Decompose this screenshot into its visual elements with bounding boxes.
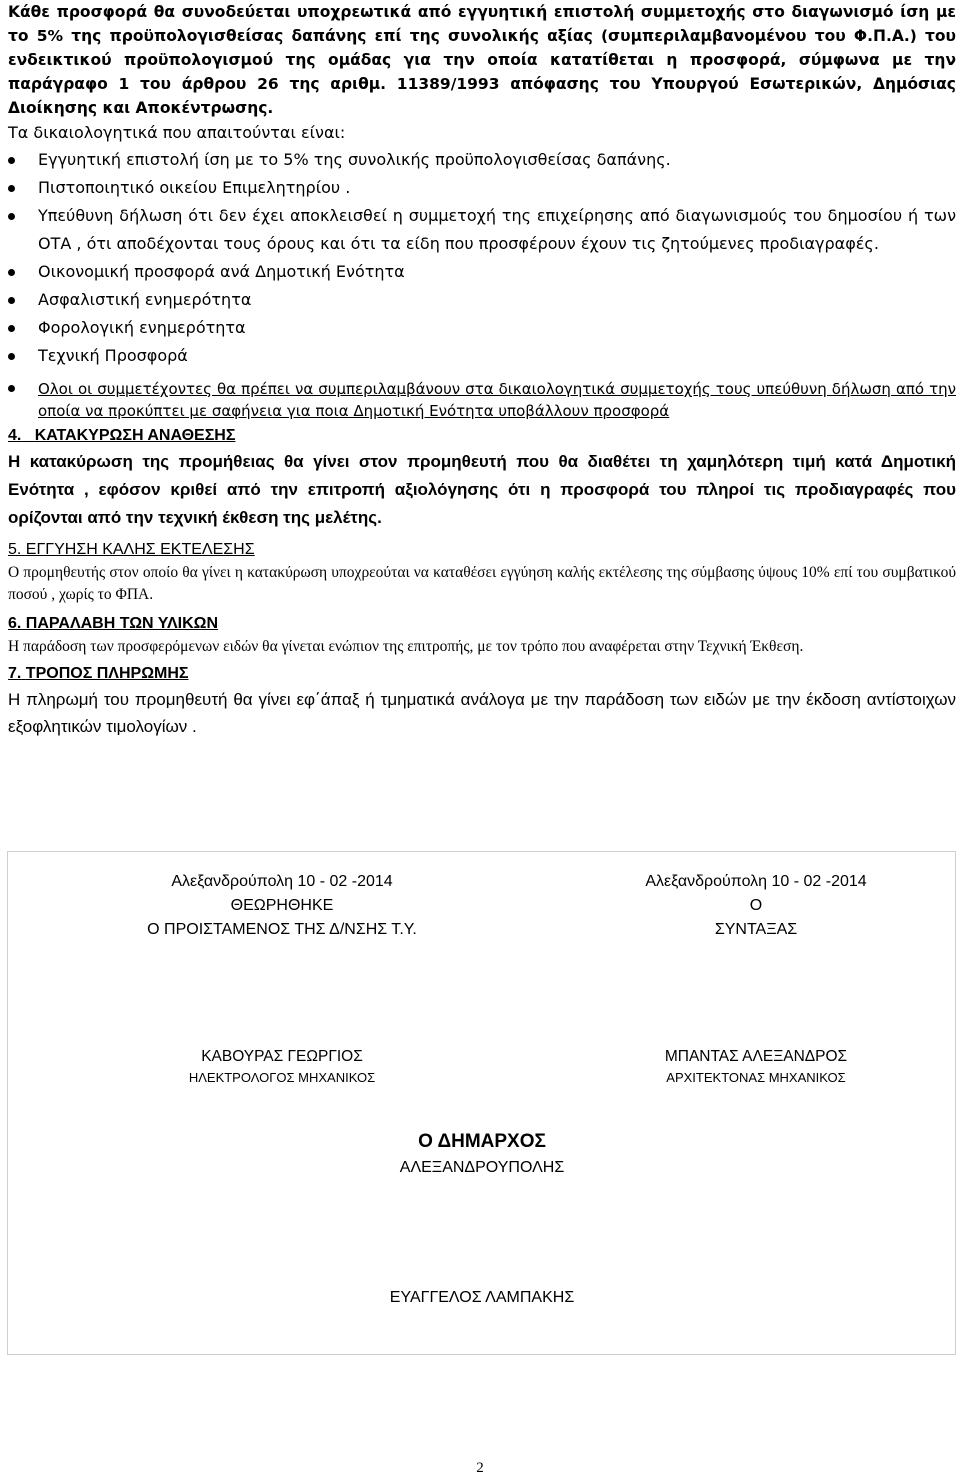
mayor-title: Ο ΔΗΜΑΡΧΟΣ	[418, 1131, 546, 1152]
reviewer-signature-header	[8, 870, 556, 942]
bullet-icon	[8, 353, 15, 360]
requirements-note	[8, 370, 956, 422]
list-item-text: Εγγυητική επιστολή ίση με το 5% της συνολικής προϋπολογισθείσας δαπάνης.	[38, 150, 671, 169]
list-item	[8, 202, 956, 258]
author-name: ΜΠΑΝΤΑΣ ΑΛΕΞΑΝΔΡΟΣ	[664, 1048, 848, 1065]
intro-paragraph: Κάθε προσφορά θα συνοδεύεται υποχρεωτικά από εγγυητική επιστολή συμμετοχής στο διαγωνισμό ίση με το 5% της προϋπολογισθείσας δαπάνης επί της συνολικής αξίας (συμπεριλαμβανομένου του Φ.Π.Α.) του ενδεικτικού προϋπολογισμού της ομάδας για την οποία κατατίθεται η προσφορά, σύμφωνα με την παράγραφο 1 του άρθρου 26 της αριθμ. 11389/1993 απόφασης του Υπουργού Εσωτερικών, Δημόσιας Διοίκησης και Αποκέντρωσης.	[8, 3, 956, 117]
section-5-heading	[8, 538, 956, 562]
bullet-icon	[8, 269, 15, 276]
requirements-list	[8, 146, 956, 422]
list-item	[8, 342, 956, 370]
requirements-intro: Τα δικαιολογητικά που απαιτούνται είναι:	[8, 123, 346, 142]
section-7-number: 7.	[8, 665, 22, 682]
list-item	[8, 174, 956, 202]
bullet-icon	[8, 157, 15, 164]
mayor-city: ΑΛΕΞΑΝΔΡΟΥΠΟΛΗΣ	[399, 1159, 565, 1176]
section-5-body: Ο προμηθευτής στον οποίο θα γίνει η κατακύρωση υποχρεούται να καταθέσει εγγύηση καλής εκτέλεσης της σύμβασης ύψους 10% επί του συμβατικού ποσού , χωρίς το ΦΠΑ.	[8, 564, 956, 603]
reviewer-role: ΗΛΕΚΤΡΟΛΟΓΟΣ ΜΗΧΑΝΙΚΟΣ	[188, 1070, 376, 1085]
requirements-note-text: Ολοι οι συμμετέχοντες θα πρέπει να συμπεριλαμβάνουν στα δικαιολογητικά συμμετοχής τους υπεύθυνη δήλωση από την οποία να προκύπτει με σαφήνεια για ποια Δημοτική Ενότητα υποβάλλουν προσφορά	[38, 380, 956, 420]
list-item	[8, 286, 956, 314]
section-6-body: Η παράδοση των προσφερόμενων ειδών θα γίνεται ενώπιον της επιτροπής, με τον τρόπο που αναφέρεται στην Τεχνική Έκθεση.	[8, 638, 804, 655]
bullet-icon	[8, 325, 15, 332]
bullet-icon	[8, 385, 15, 392]
section-5-title: ΕΓΓΥΗΣΗ ΚΑΛΗΣ ΕΚΤΕΛΕΣΗΣ	[25, 541, 255, 558]
mayor-name: ΕΥΑΓΓΕΛΟΣ ΛΑΜΠΑΚΗΣ	[389, 1289, 575, 1306]
list-item-text: Φορολογική ενημερότητα	[38, 318, 246, 337]
list-item-text: Πιστοποιητικό οικείου Επιμελητηρίου .	[38, 178, 351, 197]
reviewer-place-date: Αλεξανδρούπολη 10 - 02 -2014	[171, 873, 393, 890]
section-7-body: Η πληρωμή του προμηθευτή θα γίνει εφ΄άπαξ ή τμηματικά ανάλογα με την παράδοση των ειδών με την έκδοση αντίστοιχων εξοφλητικών τιμολογίων .	[8, 690, 956, 736]
list-item-text: Υπεύθυνη δήλωση ότι δεν έχει αποκλεισθεί η συμμετοχή της επιχείρησης από διαγωνισμούς του δημοσίου ή των ΟΤΑ , ότι αποδέχονται τους όρους και ότι τα είδη που προσφέρουν έχουν τις ζητούμενες προδιαγραφές.	[38, 206, 956, 253]
section-4-number: 4.	[8, 427, 22, 444]
author-title: ΣΥΝΤΑΞΑΣ	[714, 921, 798, 938]
section-7-title: ΤΡΟΠΟΣ ΠΛΗΡΩΜΗΣ	[25, 665, 189, 682]
section-7-heading	[8, 662, 956, 686]
signature-block	[7, 851, 956, 1355]
author-role: ΑΡΧΙΤΕΚΤΟΝΑΣ ΜΗΧΑΝΙΚΟΣ	[666, 1070, 846, 1085]
author-signatory	[556, 1046, 956, 1088]
author-signature-header	[556, 870, 956, 942]
list-item-text: Ασφαλιστική ενημερότητα	[38, 290, 252, 309]
section-5-number: 5.	[8, 541, 22, 558]
bullet-icon	[8, 297, 15, 304]
list-item-text: Τεχνική Προσφορά	[38, 346, 188, 365]
section-6-heading	[8, 612, 956, 636]
section-4-body: Η κατακύρωση της προμήθειας θα γίνει στον προμηθευτή που θα διαθέτει τη χαμηλότερη τιμή κατά Δημοτική Ενότητα , εφόσον κριθεί από την επιτροπή αξιολόγησης ότι η προσφορά του πληροί τις προδιαγραφές που ορίζονται από την τεχνική έκθεση της μελέτης.	[8, 452, 956, 527]
list-item-text: Οικονομική προσφορά ανά Δημοτική Ενότητα	[38, 262, 405, 281]
author-article: Ο	[749, 897, 763, 914]
reviewer-title: Ο ΠΡΟΙΣΤΑΜΕΝΟΣ ΤΗΣ Δ/ΝΣΗΣ Τ.Υ.	[147, 921, 417, 938]
reviewer-approval-label: ΘΕΩΡΗΘΗΚΕ	[230, 897, 334, 914]
section-4-heading	[8, 424, 956, 448]
section-4-title: ΚΑΤΑΚΥΡΩΣΗ ΑΝΑΘΕΣΗΣ	[34, 427, 236, 444]
list-item	[8, 314, 956, 342]
author-place-date: Αλεξανδρούπολη 10 - 02 -2014	[645, 873, 867, 890]
reviewer-signatory	[8, 1046, 556, 1088]
page-number: 2	[476, 1460, 484, 1476]
list-item	[8, 258, 956, 286]
bullet-icon	[8, 185, 15, 192]
section-6-title: ΠΑΡΑΛΑΒΗ ΤΩΝ ΥΛΙΚΩΝ	[25, 615, 219, 632]
list-item	[8, 146, 956, 174]
section-6-number: 6.	[8, 615, 22, 632]
bullet-icon	[8, 213, 15, 220]
mayor-signature-header	[8, 1128, 956, 1180]
reviewer-name: ΚΑΒΟΥΡΑΣ ΓΕΩΡΓΙΟΣ	[201, 1048, 363, 1065]
document-body	[8, 0, 956, 740]
